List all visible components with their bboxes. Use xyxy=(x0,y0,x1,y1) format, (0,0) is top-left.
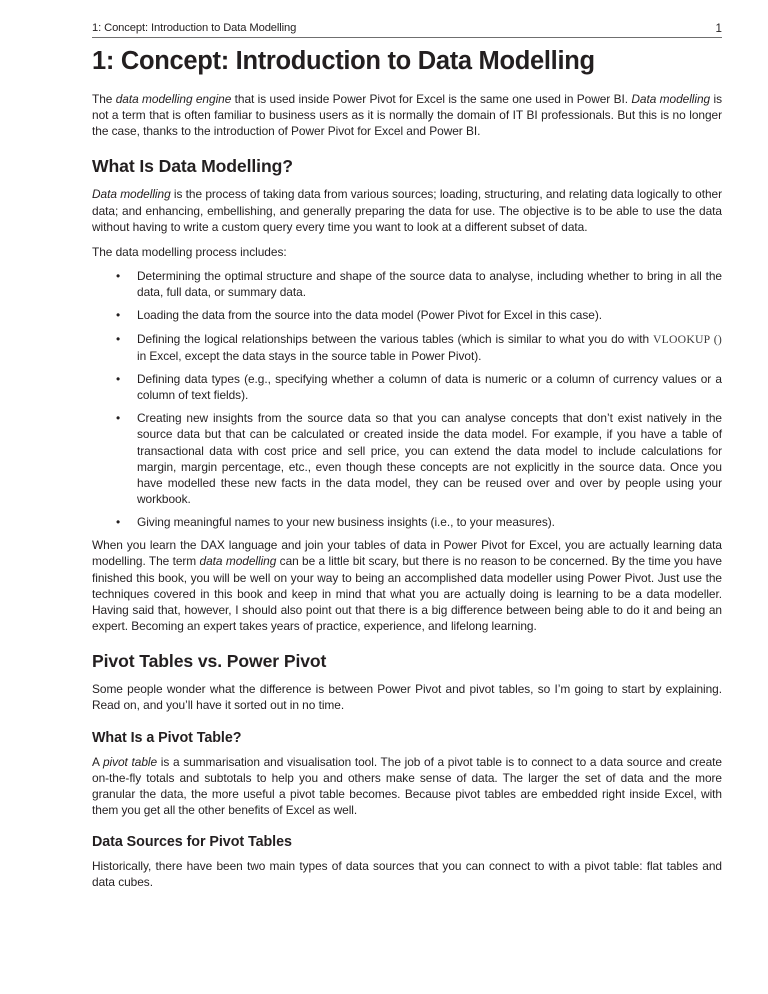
pivot-table-definition-paragraph xyxy=(92,754,722,819)
dax-learning-paragraph xyxy=(92,537,722,634)
heading-what-is-data-modelling: What Is Data Modelling? xyxy=(92,156,293,177)
heading-what-is-a-pivot-table: What Is a Pivot Table? xyxy=(92,729,242,746)
document-content xyxy=(92,47,722,890)
list-item xyxy=(92,268,722,300)
dax-emphasis-1: data modelling xyxy=(199,554,277,569)
data-modelling-process-list xyxy=(92,268,722,530)
running-header-title: 1: Concept: Introduction to Data Modelling xyxy=(92,22,297,34)
list-item-text-before-code: Defining the logical relationships between the various tables (which is similar to what you do with xyxy=(137,331,653,346)
bullet-icon: • xyxy=(116,515,121,530)
list-item-text: Loading the data from the source into the data model (Power Pivot for Excel in this case). xyxy=(137,308,602,323)
intro-paragraph xyxy=(92,91,722,139)
list-item-text: Defining data types (e.g., specifying whether a column of data is numeric or a column of currency values or a column of text fields). xyxy=(137,371,722,403)
intro-text-3: is not a term that is often familiar to business users as it is normally the domain of IT BI professionals. But this is no longer the case, thanks to the introduction of Power Pivot for Excel and Power BI. xyxy=(92,92,722,139)
list-item xyxy=(92,410,722,507)
bullet-icon: • xyxy=(116,269,121,284)
process-includes-paragraph: The data modelling process includes: xyxy=(92,244,287,259)
intro-text-2: that is used inside Power Pivot for Excel is the same one used in Power BI. xyxy=(231,92,632,106)
intro-emphasis-1: data modelling engine xyxy=(115,92,232,106)
pivot-tables-intro-paragraph: Some people wonder what the difference is between Power Pivot and pivot tables, so I’m going to start by explaining. Read on, and you’ll have it sorted out in no time. xyxy=(92,682,722,713)
running-header xyxy=(92,22,722,38)
bullet-icon: • xyxy=(116,371,121,386)
page-title: 1: Concept: Introduction to Data Modelling xyxy=(92,47,595,75)
data-sources-paragraph: Historically, there have been two main types of data sources that you can connect to with a pivot table: flat tables and data cubes. xyxy=(92,859,722,890)
heading-data-sources-for-pivot-tables: Data Sources for Pivot Tables xyxy=(92,834,292,851)
bullet-icon: • xyxy=(116,308,121,323)
intro-emphasis-2: Data modelling xyxy=(631,92,711,106)
list-item-text xyxy=(137,331,722,364)
data-modelling-definition-paragraph xyxy=(92,186,722,234)
list-item xyxy=(92,331,722,364)
list-item-text: Giving meaningful names to your new business insights (i.e., to your measures). xyxy=(137,515,555,530)
bullet-icon: • xyxy=(116,331,121,346)
list-item-text-after-code: in Excel, except the data stays in the source table in Power Pivot). xyxy=(137,348,482,363)
data-modelling-emphasis: Data modelling xyxy=(92,187,171,202)
intro-text-1: The xyxy=(92,92,116,106)
pivot-table-emphasis: pivot table xyxy=(102,754,158,769)
list-item-text: Creating new insights from the source data so that you can analyse concepts that don’t exist natively in the source data but that can be calculated or created inside the data model. For example, if you have a table of transactional data with cost price and sell price, you can extend the data model to include calculations for margin, margin percentage, etc., even though these concepts are not explicitly in the source data. Once you have modelled these new facts in the data model, they can be reused over and over by people using your workbook. xyxy=(137,411,722,506)
list-item xyxy=(92,514,722,530)
list-item xyxy=(92,371,722,403)
inline-code-vlookup: VLOOKUP () xyxy=(652,332,723,346)
heading-pivot-tables-vs-power-pivot: Pivot Tables vs. Power Pivot xyxy=(92,651,327,672)
pivot-table-text-2: is a summarisation and visualisation tool. The job of a pivot table is to connect to a data source and create on-the-fly totals and subtotals to help you and others make sense of data. The larger the set of data and the more granular the data, the more useful a pivot table becomes. Because pivot tables are embedded right inside Excel, with them you get all the other benefits of Excel as well. xyxy=(92,754,723,817)
dax-text-1: When you learn the DAX language and join your tables of data in Power Pivot for Excel, you are actually learning data modelling. The term xyxy=(92,538,722,569)
bullet-icon: • xyxy=(116,411,121,426)
list-item-text: Determining the optimal structure and shape of the source data to analyse, including whether to bring in all the data, full data, or summary data. xyxy=(137,269,722,300)
page-number: 1 xyxy=(715,22,722,35)
data-modelling-definition-text: is the process of taking data from various sources; loading, structuring, and relating data logically to other data; and enhancing, embellishing, and generally preparing the data for use. The objective is to be able to use the data without having to write a custom query every time you want to look at a different subset of data. xyxy=(92,187,722,234)
pivot-table-text-1: A xyxy=(92,754,103,769)
list-item xyxy=(92,307,722,323)
dax-text-2: can be a little bit scary, but there is no reason to be concerned. By the time you have finished this book, you will be well on your way to being an accomplished data modeller using Power Pivot. Just use the techniques covered in this book and keep in mind that what you are actually doing is learning to be a data modeller. Having said that, however, I should also point out that there is a big difference between being able to do it and being an expert. Becoming an expert takes years of practice, experience, and lifelong learning. xyxy=(92,554,722,634)
